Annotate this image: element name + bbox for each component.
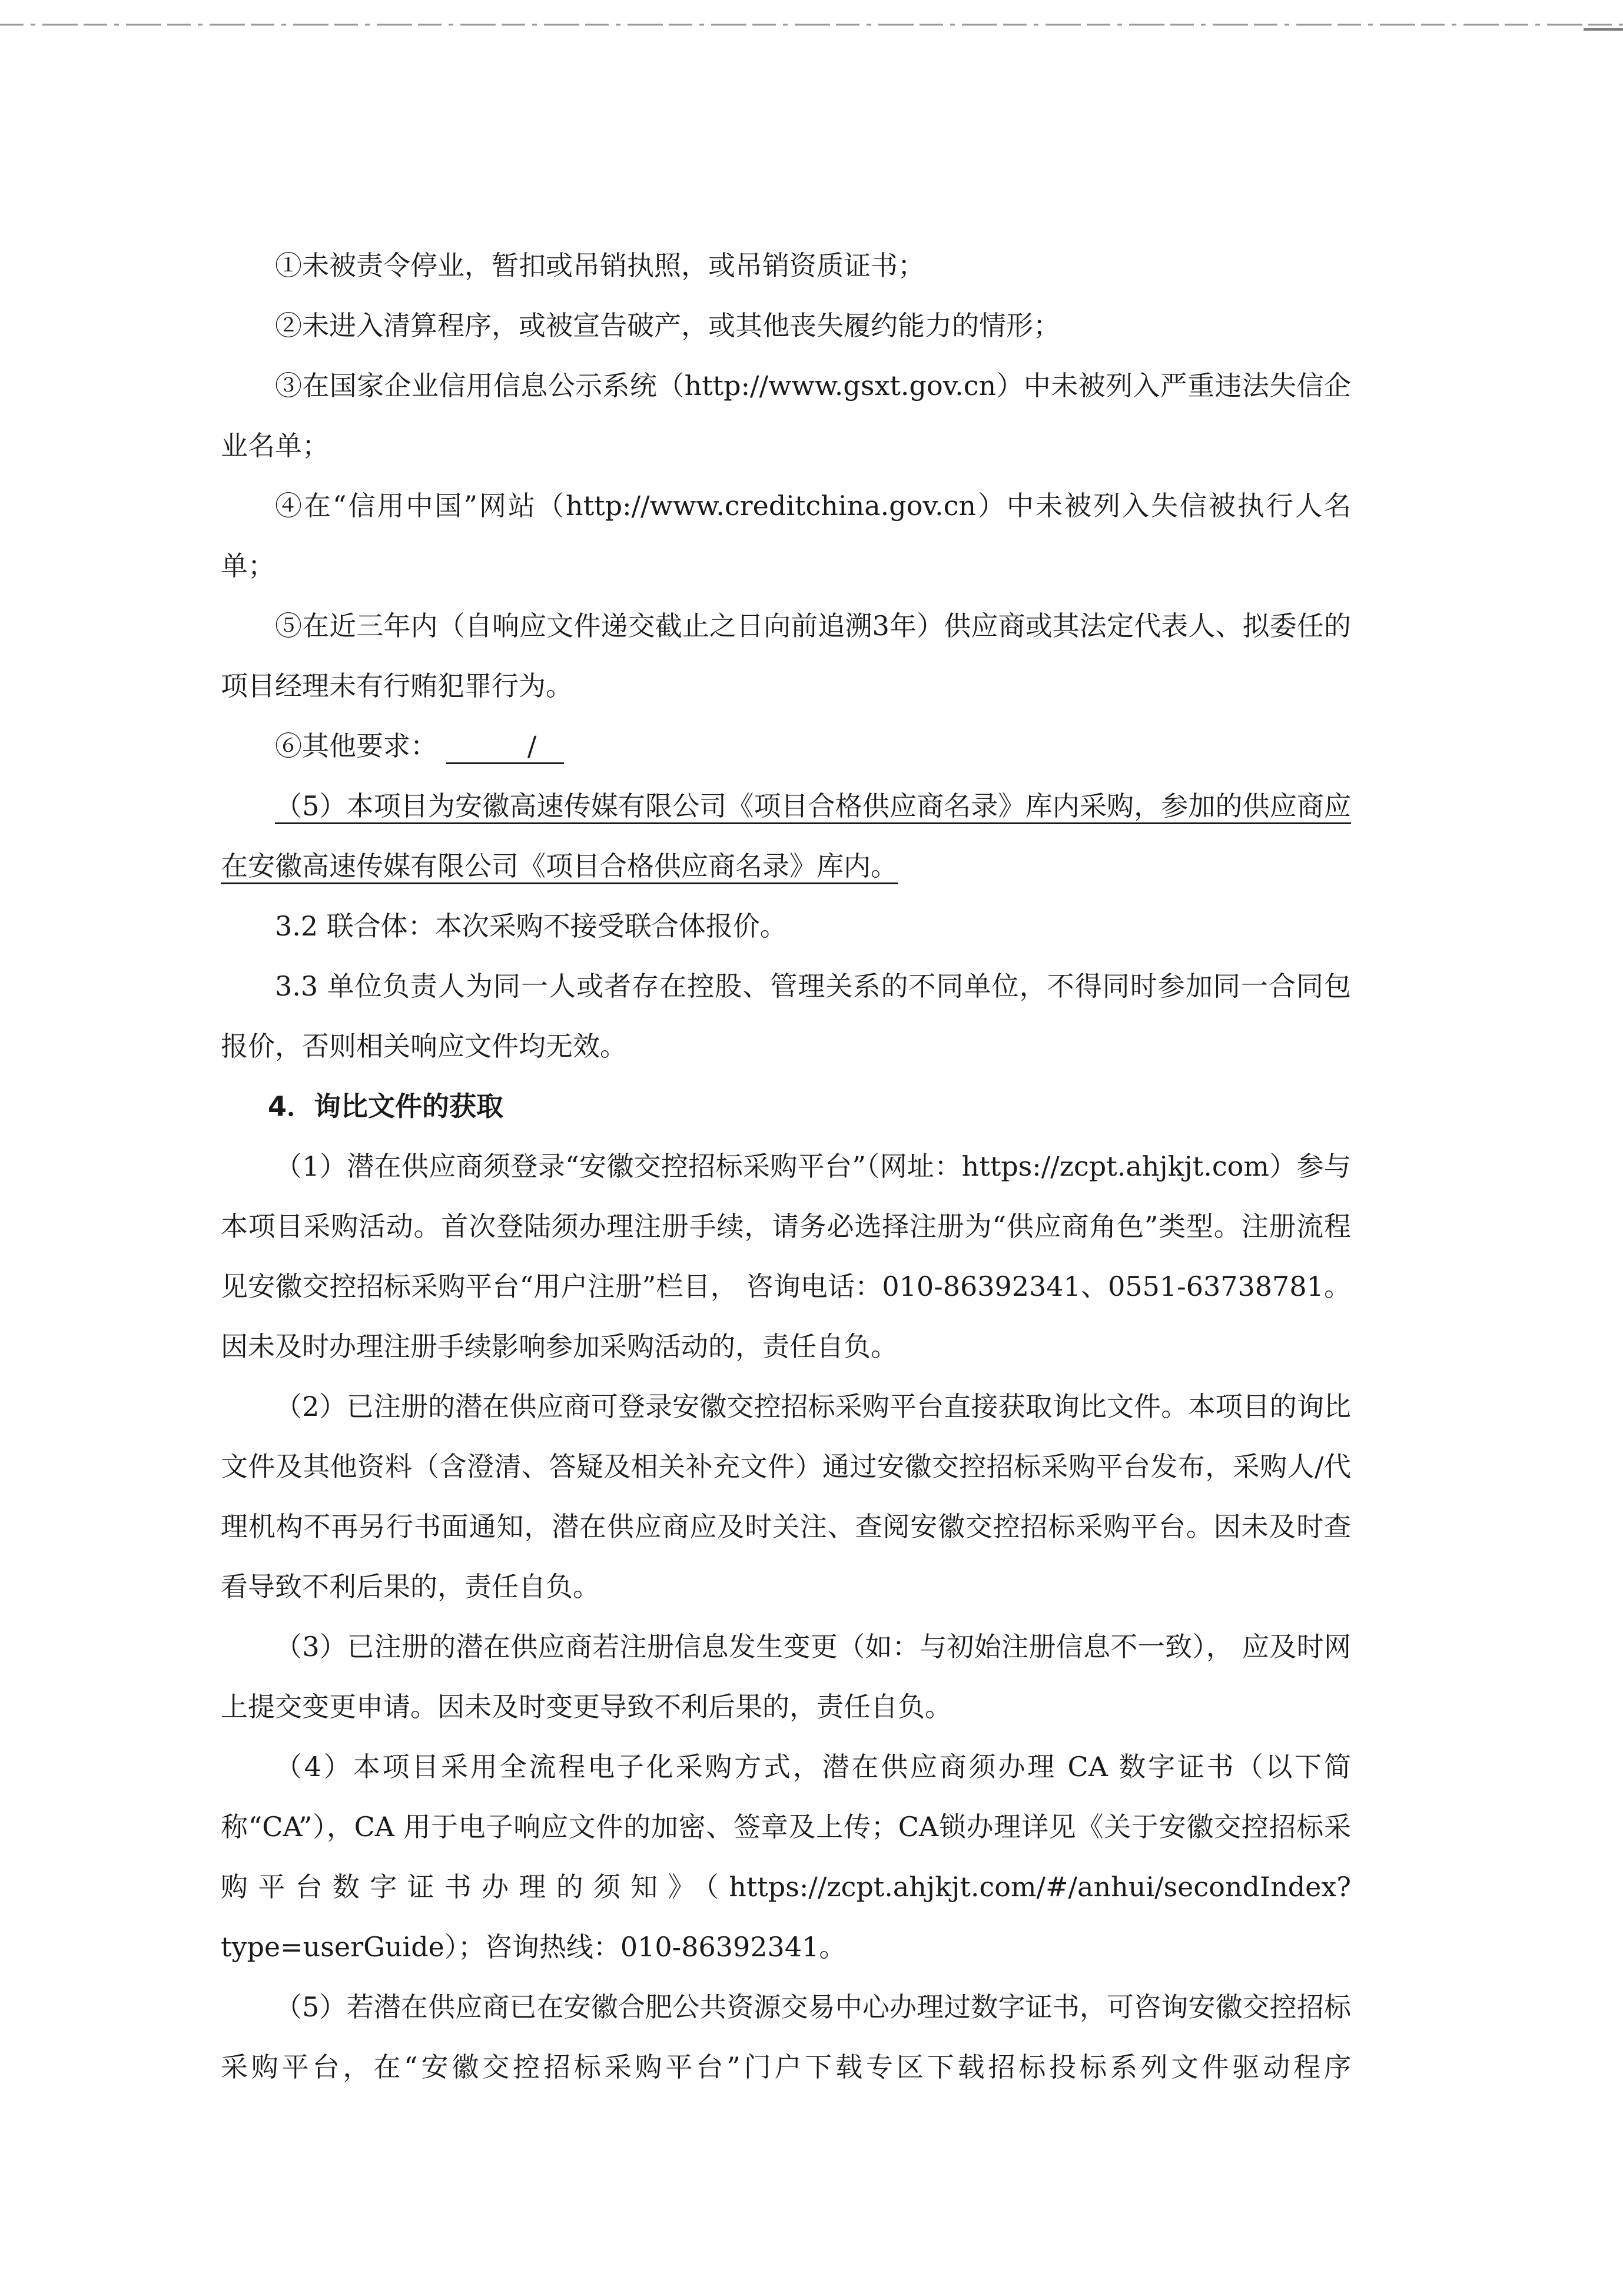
- paragraph-4-3: （3）已注册的潜在供应商若注册信息发生变更（如：与初始注册信息不一致）， 应及时网上提交变更申请。因未及时变更导致不利后果的，责任自负。: [221, 1631, 1351, 1723]
- section-heading-4: 4．询比文件的获取: [268, 1090, 504, 1122]
- other-requirements-value: /: [446, 729, 564, 764]
- paragraph-5: ⑤在近三年内（自响应文件递交截止之日向前追溯3年）供应商或其法定代表人、拟委任的项目经理未有行贿犯罪行为。: [221, 610, 1351, 702]
- paragraph-4-5: （5）若潜在供应商已在安徽合肥公共资源交易中心办理过数字证书，可咨询安徽交控招标采购平台，在“安徽交控招标采购平台”门户下载专区下载招标投标系列文件驱动程序: [221, 1991, 1351, 2083]
- paragraph-3-3: 3.3 单位负责人为同一人或者存在控股、管理关系的不同单位，不得同时参加同一合同包报价，否则相关响应文件均无效。: [221, 970, 1351, 1062]
- paragraph-4-4: （4）本项目采用全流程电子化采购方式，潜在供应商须办理 CA 数字证书（以下简称“CA”），CA 用于电子响应文件的加密、签章及上传；CA锁办理详见《关于安徽交控招标采购平台数字证书办理的须知》（https://zcpt.ahjkjt.com/#/anhui/secondIndex?type=userGuide）；咨询热线：010-86392341。: [221, 1751, 1351, 1963]
- paragraph-6: [221, 716, 1351, 776]
- paragraph-2: ②未进入清算程序，或被宣告破产，或其他丧失履约能力的情形；: [275, 310, 1060, 341]
- scan-edge-artifact: [0, 16, 1623, 34]
- other-requirements-label: ⑥其他要求：: [275, 730, 437, 762]
- paragraph-3-2: 3.2 联合体：本次采购不接受联合体报价。: [275, 910, 787, 942]
- paragraph-qualified-supplier: （5）本项目为安徽高速传媒有限公司《项目合格供应商名录》库内采购，参加的供应商应在安徽高速传媒有限公司《项目合格供应商名录》库内。: [221, 790, 1351, 882]
- paragraph-4-1: （1）潜在供应商须登录“安徽交控招标采购平台”（网址：https://zcpt.ahjkjt.com）参与本项目采购活动。首次登陆须办理注册手续，请务必选择注册为“供应商角色”类型。注册流程见安徽交控招标采购平台“用户注册”栏目， 咨询电话：010-86392341、0551-63738781。因未及时办理注册手续影响参加采购活动的，责任自负。: [221, 1150, 1351, 1362]
- paragraph-4-2: （2）已注册的潜在供应商可登录安徽交控招标采购平台直接获取询比文件。本项目的询比文件及其他资料（含澄清、答疑及相关补充文件）通过安徽交控招标采购平台发布，采购人/代理机构不再另行书面通知，潜在供应商应及时关注、查阅安徽交控招标采购平台。因未及时查看导致不利后果的，责任自负。: [221, 1391, 1351, 1602]
- paragraph-4: ④在“信用中国”网站（http://www.creditchina.gov.cn）中未被列入失信被执行人名单；: [221, 490, 1351, 582]
- document-page: [221, 235, 1351, 2097]
- paragraph-1: ①未被责令停业，暂扣或吊销执照，或吊销资质证书；: [275, 250, 925, 281]
- paragraph-3: ③在国家企业信用信息公示系统（http://www.gsxt.gov.cn）中未被列入严重违法失信企业名单；: [221, 370, 1351, 462]
